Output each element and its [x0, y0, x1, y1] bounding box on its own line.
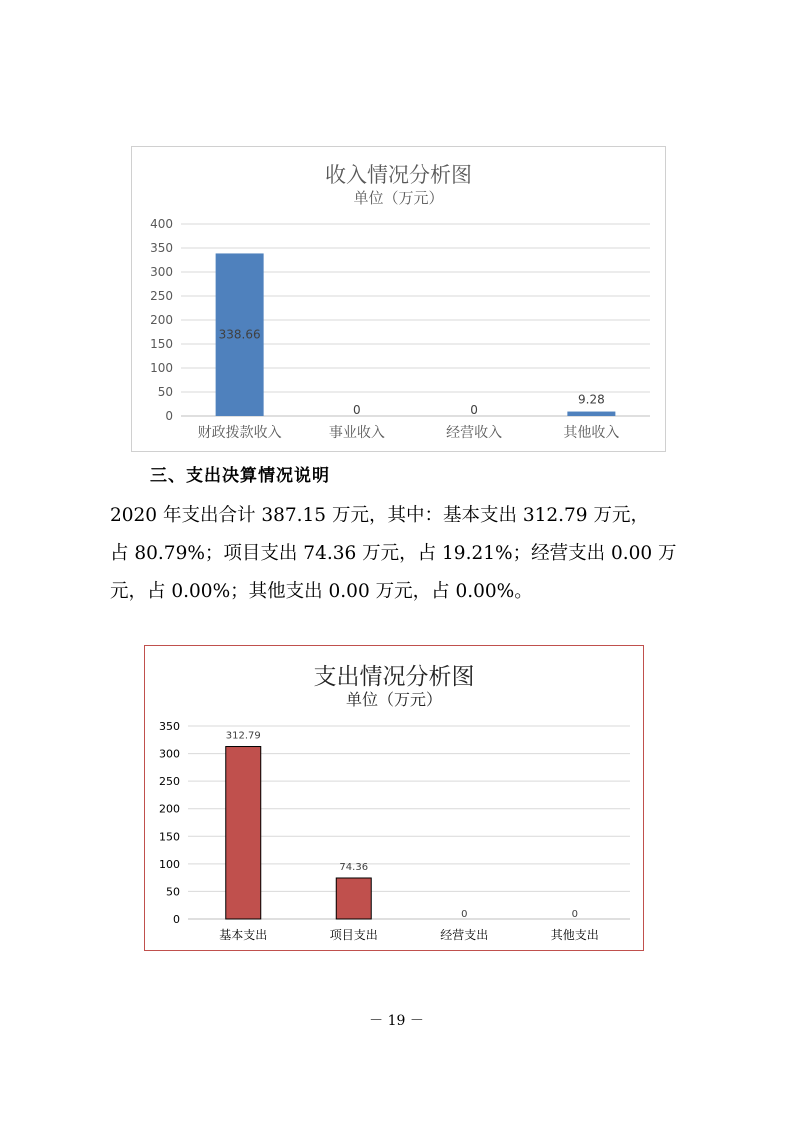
expenditure-y-tick-label: 300 [159, 747, 180, 761]
expenditure-y-tick-label: 100 [159, 857, 180, 871]
expenditure-data-label: 312.79 [225, 730, 261, 742]
expenditure-bar [226, 747, 261, 919]
income-y-tick-label: 250 [150, 289, 173, 303]
expenditure-y-tick-label: 200 [159, 802, 180, 816]
expenditure-category-label: 经营支出 [440, 928, 489, 942]
income-y-tick-label: 0 [165, 409, 173, 423]
income-y-tick-label: 350 [150, 241, 173, 255]
income-y-tick-label: 300 [150, 265, 173, 279]
expenditure-y-tick-label: 50 [166, 885, 180, 899]
expenditure-y-tick-label: 350 [159, 720, 180, 733]
expenditure-category-label: 基本支出 [219, 928, 268, 942]
income-data-label: 338.66 [218, 327, 261, 342]
expenditure-data-label: 74.36 [339, 861, 369, 873]
income-category-label: 其他收入 [563, 425, 620, 441]
expenditure-chart [144, 645, 644, 951]
income-y-tick-label: 150 [150, 337, 173, 351]
expenditure-y-tick-label: 250 [159, 775, 180, 789]
income-y-tick-label: 50 [157, 385, 173, 399]
expenditure-data-label: 0 [461, 909, 468, 920]
income-data-label: 9.28 [578, 392, 605, 407]
expenditure-chart-subtitle: 单位（万元） [345, 690, 442, 709]
expenditure-category-label: 项目支出 [329, 928, 378, 942]
expenditure-category-label: 其他支出 [550, 928, 599, 942]
page-number: － 19 － [369, 1013, 424, 1029]
income-bar [567, 412, 615, 416]
income-y-tick-label: 100 [150, 361, 173, 375]
expenditure-chart-title: 支出情况分析图 [313, 664, 475, 690]
paragraph-line: 元，占 0.00%；其他支出 0.00 万元，占 0.00%。 [110, 581, 533, 602]
paragraph-line: 占 80.79%；项目支出 74.36 万元，占 19.21%；经营支出 0.00 万 [110, 543, 677, 564]
income-data-label: 0 [470, 403, 478, 417]
expenditure-data-label: 0 [571, 909, 578, 920]
income-category-label: 经营收入 [446, 425, 503, 441]
expenditure-y-tick-label: 150 [159, 830, 180, 844]
paragraph-line: 2020 年支出合计 387.15 万元，其中：基本支出 312.79 万元， [110, 505, 649, 526]
section-heading: 三、支出决算情况说明 [150, 466, 330, 486]
income-y-tick-label: 200 [150, 313, 173, 327]
income-data-label: 0 [353, 403, 361, 417]
income-chart-title: 收入情况分析图 [325, 163, 472, 187]
income-category-label: 财政拨款收入 [197, 425, 282, 441]
income-chart-subtitle: 单位（万元） [353, 189, 444, 207]
income-chart [131, 146, 666, 452]
expenditure-bar [336, 878, 371, 919]
income-category-label: 事业收入 [328, 425, 385, 441]
expenditure-paragraph [110, 497, 694, 611]
expenditure-y-tick-label: 0 [173, 913, 180, 926]
income-y-tick-label: 400 [150, 217, 173, 231]
